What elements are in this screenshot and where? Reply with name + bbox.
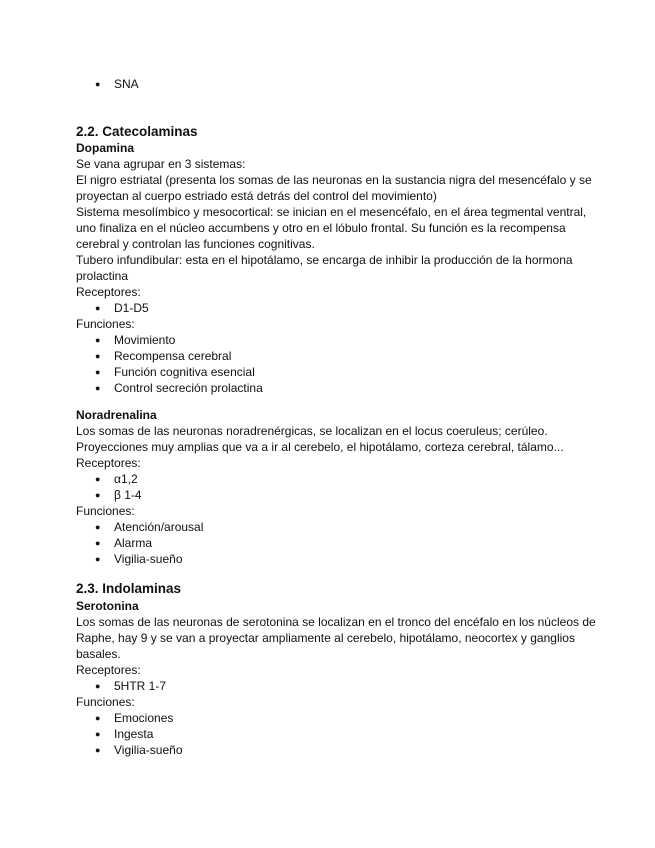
list-item: ● D1-D5 <box>76 300 596 316</box>
list-item: ● Vigilia-sueño <box>76 742 596 758</box>
list-item: ● SNA <box>76 76 596 92</box>
list-item: ● 5HTR 1-7 <box>76 678 596 694</box>
list-item: ● α1,2 <box>76 471 596 487</box>
list-item: ● Control secreción prolactina <box>76 380 596 396</box>
paragraph: Los somas de las neuronas de serotonina se localizan en el tronco del encéfalo en los núcleos de Raphe, hay 9 y se van a proyectar ampliamente al cerebelo, hipotálamo, neocortex y ganglios basales. <box>76 615 596 661</box>
section-heading-catecolaminas: 2.2. Catecolaminas <box>76 124 198 139</box>
funciones-list <box>76 519 596 567</box>
top-bullet-list <box>76 76 596 92</box>
list-item: ● β 1-4 <box>76 487 596 503</box>
section-heading-indolaminas: 2.3. Indolaminas <box>76 581 182 596</box>
list-item: ● Vigilia-sueño <box>76 551 596 567</box>
funciones-label: Funciones: <box>76 695 135 709</box>
funciones-label: Funciones: <box>76 504 135 518</box>
list-item: ● Alarma <box>76 535 596 551</box>
paragraph: Sistema mesolímbico y mesocortical: se inician en el mesencéfalo, en el área tegmental ventral, uno finaliza en el núcleo accumbens y otro en el lóbulo frontal. Su función es la recompensa cerebral y controlan las funciones cognitivas. <box>76 205 587 251</box>
paragraph: Tubero infundibular: esta en el hipotálamo, se encarga de inhibir la producción de la hormona prolactina <box>76 253 573 283</box>
receptores-list <box>76 471 596 503</box>
receptores-label: Receptores: <box>76 456 141 470</box>
list-item: ● Recompensa cerebral <box>76 348 596 364</box>
list-item: ● Ingesta <box>76 726 596 742</box>
noradrenalina-title: Noradrenalina <box>76 408 157 422</box>
serotonina-title: Serotonina <box>76 599 139 613</box>
funciones-list <box>76 710 596 758</box>
list-item: ● Movimiento <box>76 332 596 348</box>
list-item: ● Emociones <box>76 710 596 726</box>
receptores-label: Receptores: <box>76 285 141 299</box>
paragraph: Los somas de las neuronas noradrenérgicas, se localizan en el locus coeruleus; cerúleo. Proyecciones muy amplias que va a ir al cerebelo, el hipotálamo, corteza cerebral, tálamo... <box>76 424 564 454</box>
list-item: ● Función cognitiva esencial <box>76 364 596 380</box>
list-item: ● Atención/arousal <box>76 519 596 535</box>
receptores-list <box>76 300 596 316</box>
dopamina-title: Dopamina <box>76 141 135 155</box>
dopamina-block <box>76 140 596 396</box>
funciones-label: Funciones: <box>76 317 135 331</box>
receptores-list <box>76 678 596 694</box>
paragraph: El nigro estriatal (presenta los somas de las neuronas en la sustancia nigra del mesencéfalo y se proyectan al cuerpo estriado está detrás del control del movimiento) <box>76 173 592 203</box>
paragraph: Se vana agrupar en 3 sistemas: <box>76 157 246 171</box>
funciones-list <box>76 332 596 396</box>
serotonina-block <box>76 598 596 758</box>
receptores-label: Receptores: <box>76 663 141 677</box>
noradrenalina-block <box>76 407 596 567</box>
